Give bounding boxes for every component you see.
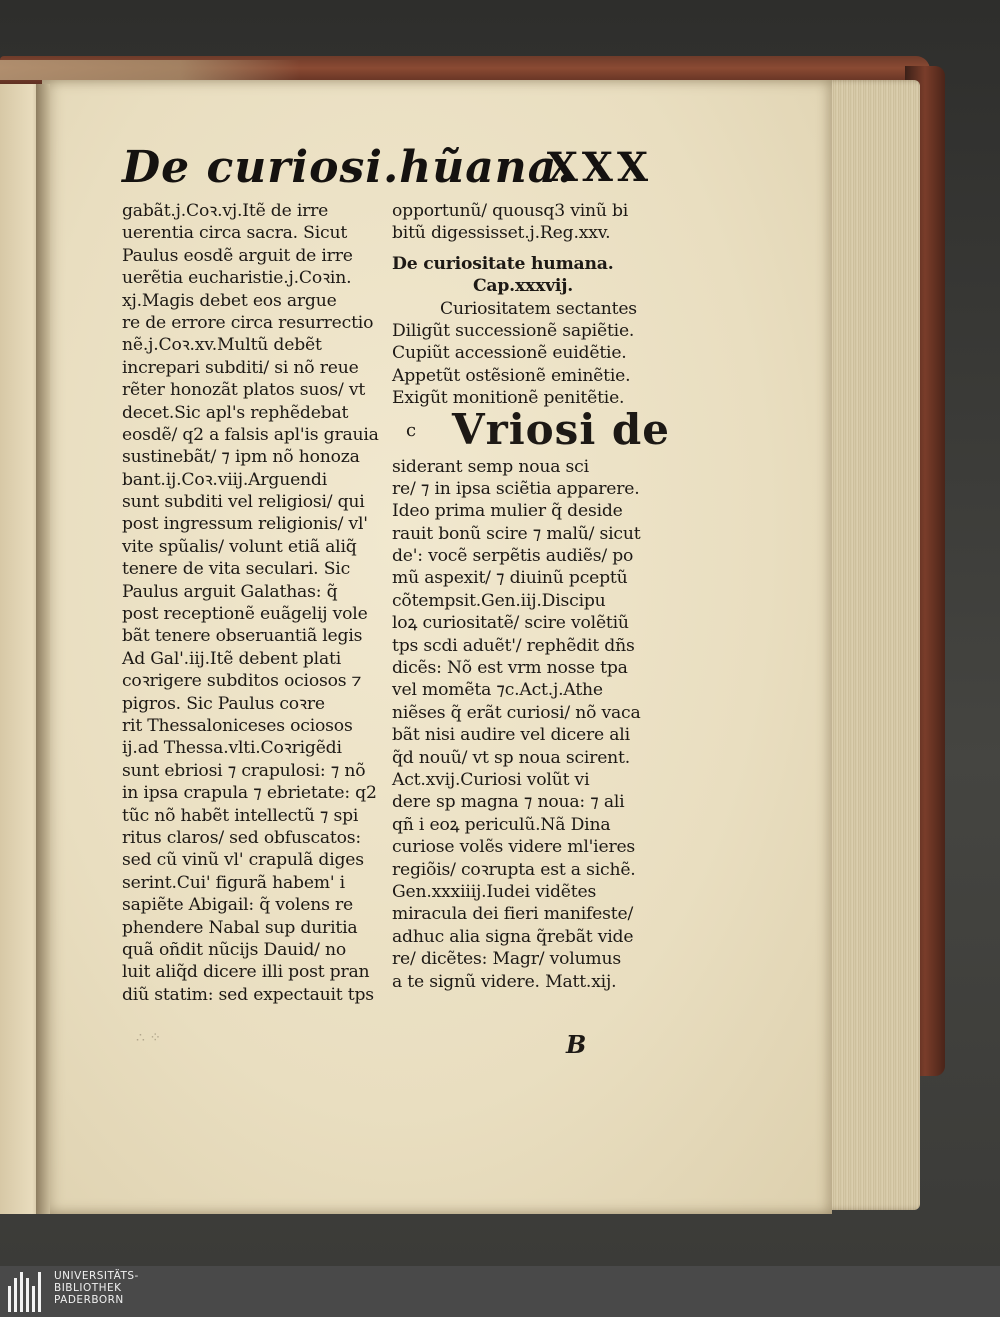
text-line: serint.Cui' figurã habem' i bbox=[122, 872, 345, 893]
text-line: ritus claros/ sed obfuscatos: bbox=[122, 827, 361, 848]
text-line: sunt subditi vel religiosi/ qui bbox=[122, 492, 365, 513]
verse-line: Diligũt successionẽ sapiẽtie. bbox=[392, 320, 635, 341]
text-line: vite spũalis/ volunt etiã aliq̃ bbox=[122, 536, 357, 557]
text-line: decet.Sic apl's rephẽdebat bbox=[122, 402, 349, 423]
logo-bar bbox=[38, 1272, 41, 1312]
text-line: increpari subditi/ si nõ reue bbox=[122, 357, 359, 378]
spine-wear bbox=[0, 60, 300, 80]
text-line: loꝝ curiositatẽ/ scire volẽtiũ bbox=[392, 613, 629, 634]
page-fore-edge bbox=[824, 80, 920, 1210]
text-line: sunt ebriosi ⁊ crapulosi: ⁊ nõ bbox=[122, 760, 366, 781]
text-line: phendere Nabal sup duritia bbox=[122, 917, 358, 938]
chapter-heading: De curiositate humana. bbox=[392, 253, 614, 274]
text-line: coꝛrigere subditos ociosos ⁊ bbox=[122, 671, 362, 692]
text-line: tũc nõ habẽt intellectũ ⁊ spi bbox=[122, 805, 359, 826]
logo-line-1: UNIVERSITÄTS- bbox=[54, 1270, 139, 1282]
text-line: uerentia circa sacra. Sicut bbox=[122, 223, 348, 244]
running-head bbox=[122, 142, 652, 198]
decorated-initial: Vriosi de bbox=[452, 404, 670, 454]
library-logo-text bbox=[54, 1270, 139, 1306]
text-line: tenere de vita seculari. Sic bbox=[122, 559, 351, 580]
library-footer bbox=[0, 1266, 1000, 1317]
text-line: dere sp magna ⁊ noua: ⁊ ali bbox=[392, 792, 625, 813]
ink-smudge: ∴ ⁘ bbox=[136, 1030, 162, 1046]
text-line: sustinebãt/ ⁊ ipm nõ honoza bbox=[122, 447, 360, 468]
text-line: Gen.xxxiiij.Iudei vidẽtes bbox=[392, 881, 597, 902]
text-line: bãt nisi audire vel dicere ali bbox=[392, 725, 630, 746]
text-line: in ipsa crapula ⁊ ebrietate: q2 bbox=[122, 783, 377, 804]
verse-line: Exigũt monitionẽ penitẽtie. bbox=[392, 388, 625, 409]
verse-line: Appetũt ostẽsionẽ eminẽtie. bbox=[392, 365, 631, 386]
text-line: regiõis/ coꝛrupta est a sichẽ. bbox=[392, 859, 636, 880]
verse-block bbox=[392, 298, 654, 410]
text-line: ij.ad Thessa.vlti.Coꝛrigẽdi bbox=[122, 738, 342, 759]
text-line: q̃d nouũ/ vt sp noua scirent. bbox=[392, 747, 631, 768]
logo-bar bbox=[20, 1272, 23, 1312]
text-line: dicẽs: Nõ est vrm nosse tpa bbox=[392, 658, 628, 679]
page-gutter bbox=[36, 84, 50, 1214]
logo-bar bbox=[8, 1286, 11, 1312]
text-line: de': vocẽ serpẽtis audiẽs/ po bbox=[392, 546, 634, 567]
text-line: uerẽtia eucharistie.j.Coꝛin. bbox=[122, 268, 352, 289]
text-line: rẽter honozãt platos suos/ vt bbox=[122, 380, 366, 401]
signature-mark: B bbox=[566, 1030, 587, 1059]
text-line: Paulus arguit Galathas: q̃ bbox=[122, 581, 338, 602]
text-line: tps scdi aduẽt'/ rephẽdit dñs bbox=[392, 635, 635, 656]
text-line: rit Thessaloniceses ociosos bbox=[122, 715, 353, 736]
text-line: Paulus eosdẽ arguit de irre bbox=[122, 245, 353, 266]
text-line: Ad Gal'.iij.Itẽ debent plati bbox=[122, 648, 341, 669]
text-line: xj.Magis debet eos argue bbox=[122, 290, 337, 311]
verse-line: Curiositatem sectantes bbox=[440, 298, 637, 319]
text-line: re/ ⁊ in ipsa sciẽtia apparere. bbox=[392, 478, 640, 499]
verse-line: Cupiũt accessionẽ euidẽtie. bbox=[392, 343, 627, 364]
text-line: Ideo prima mulier q̃ deside bbox=[392, 501, 623, 522]
text-line: siderant semp noua sci bbox=[392, 456, 589, 477]
text-line: niẽses q̃ erãt curiosi/ nõ vaca bbox=[392, 702, 641, 723]
chapter-number: Cap.xxxvij. bbox=[472, 276, 574, 297]
logo-line-2: BIBLIOTHEK bbox=[54, 1282, 122, 1294]
text-line: gabãt.j.Coꝛ.vj.Itẽ de irre bbox=[122, 201, 329, 221]
text-line: mũ aspexit/ ⁊ diuinũ pceptũ bbox=[392, 568, 628, 589]
initial-row bbox=[392, 404, 670, 456]
text-line: re/ dicẽtes: Magr/ volumus bbox=[392, 949, 622, 970]
text-line: qñ i eoꝝ periculũ.Nã Dina bbox=[392, 814, 611, 835]
text-line: bãt tenere obseruantiã legis bbox=[122, 626, 363, 647]
logo-line-3: PADERBORN bbox=[54, 1294, 124, 1306]
left-text-column bbox=[122, 200, 378, 1006]
text-line: cõtempsit.Gen.iij.Discipu bbox=[392, 590, 606, 611]
text-line: pigros. Sic Paulus coꝛre bbox=[122, 693, 325, 714]
text-line: opportunũ/ quousq3 vinũ bi bbox=[392, 201, 629, 221]
text-line: Act.xvij.Curiosi volũt vi bbox=[392, 769, 590, 790]
text-line: luit aliq̃d dicere illi post pran bbox=[122, 962, 370, 983]
text-line: eosdẽ/ q2 a falsis apl'is grauia bbox=[122, 424, 379, 445]
text-line: adhuc alia signa q̃rebãt vide bbox=[392, 926, 634, 947]
logo-bar bbox=[14, 1278, 17, 1312]
marginal-letter: c bbox=[406, 419, 417, 441]
running-head-title: De curiosi.hũana. bbox=[122, 142, 574, 193]
text-line: diũ statim: sed expectauit tps bbox=[122, 984, 374, 1005]
text-line: quã oñdit nũcijs Dauid/ no bbox=[122, 939, 347, 960]
logo-bar bbox=[26, 1278, 29, 1312]
text-line: rauit bonũ scire ⁊ malũ/ sicut bbox=[392, 523, 641, 544]
text-line: miracula dei fieri manifeste/ bbox=[392, 904, 634, 925]
folio-number: XXX bbox=[546, 144, 652, 191]
text-line: a te signũ videre. Matt.xij. bbox=[392, 971, 617, 992]
text-line: curiose volẽs videre ml'ieres bbox=[392, 837, 636, 858]
text-line: sed cũ vinũ vl' crapulã diges bbox=[122, 850, 364, 871]
text-line: re de errore circa resurrectio bbox=[122, 312, 374, 333]
text-line: bitũ digessisset.j.Reg.xxv. bbox=[392, 223, 611, 244]
library-logo-icon bbox=[8, 1272, 48, 1312]
text-line: bant.ij.Coꝛ.viij.Arguendi bbox=[122, 469, 328, 490]
text-line: post receptionẽ euãgelij vole bbox=[122, 604, 368, 625]
text-line: vel momẽta ⁊c.Act.j.Athe bbox=[392, 680, 603, 701]
text-line: sapiẽte Abigail: q̃ volens re bbox=[122, 895, 354, 916]
logo-bar bbox=[32, 1286, 35, 1312]
right-text-column bbox=[392, 200, 670, 993]
text-line: nẽ.j.Coꝛ.xv.Multũ debẽt bbox=[122, 335, 322, 356]
text-line: post ingressum religionis/ vl' bbox=[122, 514, 368, 535]
